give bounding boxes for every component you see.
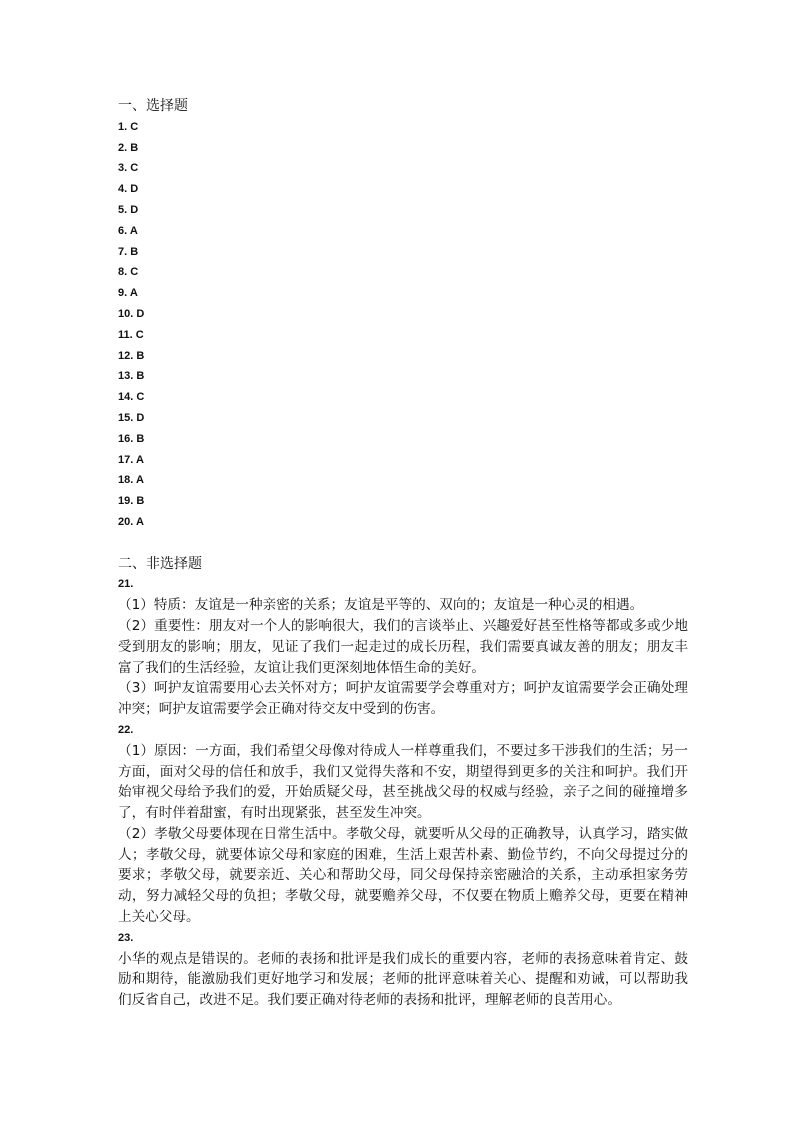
- multiple-choice-answer: 12. B: [118, 349, 145, 362]
- multiple-choice-answer: 10. D: [118, 307, 145, 320]
- section-title-multiple-choice: 一、选择题: [118, 98, 188, 114]
- multiple-choice-answer: 15. D: [118, 411, 145, 424]
- multiple-choice-answer: 13. B: [118, 370, 145, 383]
- question-22-part-1: （1）原因：一方面，我们希望父母像对待成人一样尊重我们，不要过多干涉我们的生活；另一方面，面对父母的信任和放手，我们又觉得失落和不安，期望得到更多的关注和呵护。我们开始审视父母给予我们的爱，开始质疑父母，甚至挑战父母的权威与经验，亲子之间的碰撞增多了，有时伴着甜蜜，有时出现紧张，甚至发生冲突。: [118, 742, 688, 822]
- multiple-choice-answer: 2. B: [118, 141, 139, 154]
- answer-key: [118, 96, 688, 1011]
- question-21-number: 21.: [118, 578, 134, 591]
- section-title-non-choice: 二、非选择题: [118, 555, 202, 572]
- question-21-part-3: （3）呵护友谊需要用心去关怀对方；呵护友谊需要学会尊重对方；呵护友谊需要学会正确处理冲突；呵护友谊需要学会正确对待交友中受到的伤害。: [118, 680, 688, 718]
- multiple-choice-answer-list: [118, 117, 688, 533]
- multiple-choice-answer: 5. D: [118, 203, 139, 216]
- multiple-choice-answer: 17. A: [118, 453, 144, 466]
- multiple-choice-answer: 7. B: [118, 245, 139, 258]
- question-22-part-2: （2）孝敬父母要体现在日常生活中。孝敬父母，就要听从父母的正确教导，认真学习，踏实做人；孝敬父母，就要体谅父母和家庭的困难，生活上艰苦朴素、勤俭节约，不向父母提过分的要求；孝敬父母，就要亲近、关心和帮助父母，同父母保持亲密融洽的关系，主动承担家务劳动，努力减轻父母的负担；孝敬父母，就要赡养父母，不仅要在物质上赡养父母，更要在精神上关心父母。: [118, 825, 688, 926]
- multiple-choice-answer: 14. C: [118, 391, 145, 404]
- question-23-answer: 小华的观点是错误的。老师的表扬和批评是我们成长的重要内容，老师的表扬意味着肯定、鼓励和期待，能激励我们更好地学习和发展；老师的批评意味着关心、提醒和劝诫，可以帮助我们反省自己，改进不足。我们要正确对待老师的表扬和批评，理解老师的良苦用心。: [118, 950, 688, 1009]
- multiple-choice-answer: 20. A: [118, 515, 144, 528]
- multiple-choice-answer: 4. D: [118, 183, 139, 196]
- multiple-choice-answer: 1. C: [118, 120, 139, 133]
- question-21-part-1: （1）特质：友谊是一种亲密的关系；友谊是平等的、双向的；友谊是一种心灵的相遇。: [118, 597, 644, 614]
- multiple-choice-answer: 9. A: [118, 287, 138, 300]
- question-22-number: 22.: [118, 723, 134, 736]
- multiple-choice-answer: 19. B: [118, 495, 145, 508]
- multiple-choice-answer: 3. C: [118, 162, 139, 175]
- multiple-choice-answer: 8. C: [118, 266, 139, 279]
- section-spacer: [118, 533, 688, 554]
- multiple-choice-answer: 16. B: [118, 432, 145, 445]
- multiple-choice-answer: 6. A: [118, 224, 138, 237]
- multiple-choice-answer: 11. C: [118, 328, 144, 341]
- question-21-part-2: （2）重要性：朋友对一个人的影响很大，我们的言谈举止、兴趣爱好甚至性格等都或多或少地受到朋友的影响；朋友，见证了我们一起走过的成长历程，我们需要真诚友善的朋友；朋友丰富了我们的生活经验，友谊让我们更深刻地体悟生命的美好。: [118, 617, 688, 676]
- question-23-number: 23.: [118, 931, 134, 944]
- multiple-choice-answer: 18. A: [118, 474, 144, 487]
